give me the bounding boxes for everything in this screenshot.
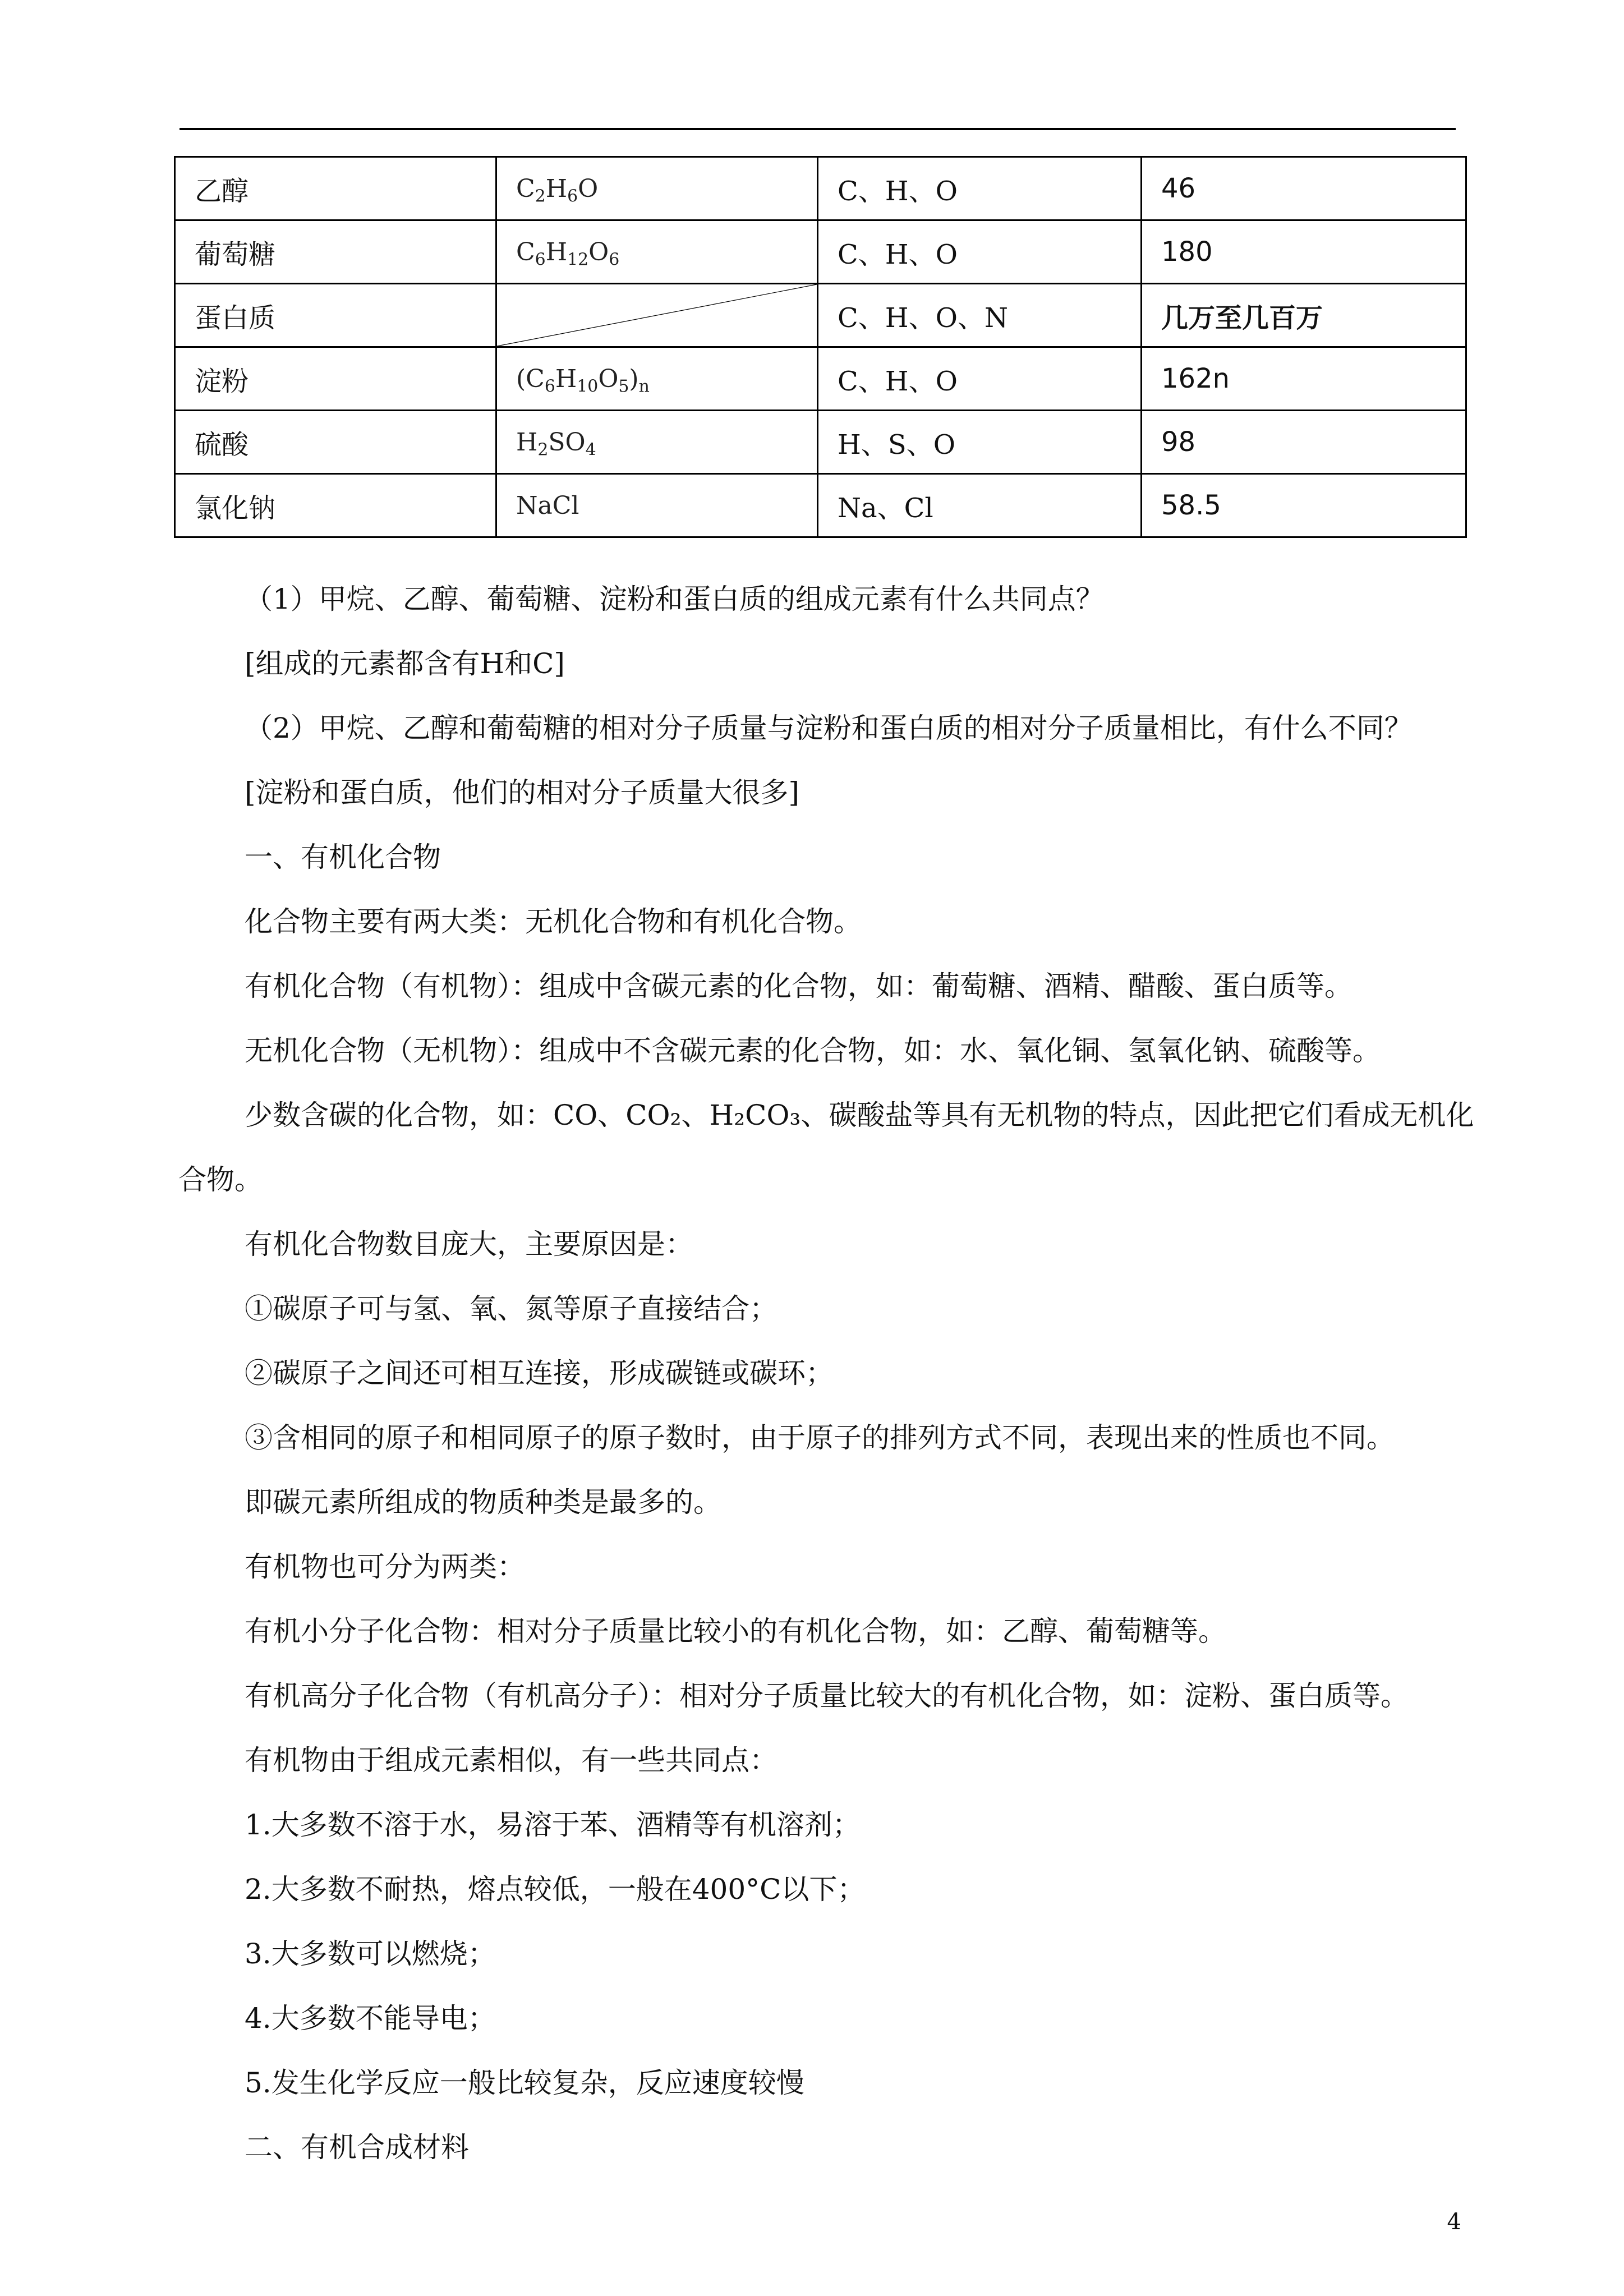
text-line-p9: 即碳元素所组成的物质种类是最多的。 — [245, 1486, 721, 1519]
composition-elements: C、H、O — [818, 220, 1142, 284]
chemical-formula: $(C_6H_{10}O_5)_n$ — [496, 347, 818, 411]
substance-name: 葡萄糖 — [175, 220, 496, 284]
diagonal-blank-cell — [496, 284, 818, 347]
relative-molecular-mass: 46 — [1142, 157, 1466, 220]
table-row — [175, 157, 1466, 220]
composition-elements: C、H、O — [818, 157, 1142, 220]
text-line-h1: 一、有机化合物 — [245, 841, 441, 873]
text-line-q1: （1）甲烷、乙醇、葡萄糖、淀粉和蛋白质的组成元素有什么共同点？ — [245, 583, 1104, 615]
text-line-p13: 有机物由于组成元素相似，有一些共同点： — [245, 1744, 778, 1777]
table-row — [175, 347, 1466, 411]
table-row — [175, 284, 1466, 347]
substance-name: 硫酸 — [175, 411, 496, 474]
text-line-p12: 有机高分子化合物（有机高分子）：相对分子质量比较大的有机化合物，如：淀粉、蛋白质等。 — [245, 1680, 1409, 1712]
composition-elements: C、H、O — [818, 347, 1142, 411]
relative-molecular-mass: 几万至几百万 — [1142, 284, 1466, 347]
text-line-p4a: 少数含碳的化合物，如：CO、CO₂、H₂CO₃、碳酸盐等具有无机物的特点，因此把它们看成无机化 — [245, 1099, 1474, 1131]
substance-name: 乙醇 — [175, 157, 496, 220]
text-line-p2: 有机化合物（有机物）：组成中含碳元素的化合物，如：葡萄糖、酒精、醋酸、蛋白质等。 — [245, 970, 1352, 1002]
chemical-formula: NaCl — [496, 474, 818, 537]
text-line-p7: ②碳原子之间还可相互连接，形成碳链或碳环； — [245, 1357, 834, 1389]
substance-name: 氯化钠 — [175, 474, 496, 537]
relative-molecular-mass: 162n — [1142, 347, 1466, 411]
text-line-l1: 1.大多数不溶于水，易溶于苯、酒精等有机溶剂； — [245, 1809, 861, 1841]
text-line-p5: 有机化合物数目庞大，主要原因是： — [245, 1228, 693, 1260]
text-line-q2: （2）甲烷、乙醇和葡萄糖的相对分子质量与淀粉和蛋白质的相对分子质量相比，有什么不同？ — [245, 712, 1413, 744]
text-line-p10: 有机物也可分为两类： — [245, 1550, 525, 1583]
page-number: 4 — [1447, 2209, 1461, 2235]
chemical-formula: $C_6H_{12}O_6$ — [496, 220, 818, 284]
table-row — [175, 411, 1466, 474]
text-line-p8: ③含相同的原子和相同原子的原子数时，由于原子的排列方式不同，表现出来的性质也不同。 — [245, 1421, 1395, 1454]
text-line-l5: 5.发生化学反应一般比较复杂，反应速度较慢 — [245, 2067, 804, 2099]
text-line-a1: [组成的元素都含有H和C] — [245, 647, 565, 680]
text-line-p11: 有机小分子化合物：相对分子质量比较小的有机化合物，如：乙醇、葡萄糖等。 — [245, 1615, 1226, 1648]
text-line-h2: 二、有机合成材料 — [245, 2131, 469, 2164]
text-line-p1: 化合物主要有两大类：无机化合物和有机化合物。 — [245, 905, 862, 938]
chemical-formula: $H_2SO_4$ — [496, 411, 818, 474]
relative-molecular-mass: 180 — [1142, 220, 1466, 284]
text-line-l4: 4.大多数不能导电； — [245, 2002, 496, 2035]
text-line-p6: ①碳原子可与氢、氧、氮等原子直接结合； — [245, 1292, 778, 1325]
substance-name: 蛋白质 — [175, 284, 496, 347]
composition-elements: Na、Cl — [818, 474, 1142, 537]
text-line-l3: 3.大多数可以燃烧； — [245, 1938, 496, 1970]
table-row — [175, 220, 1466, 284]
composition-table — [174, 156, 1467, 538]
text-line-l2: 2.大多数不耐热，熔点较低，一般在400°C以下； — [245, 1873, 866, 1906]
substance-name: 淀粉 — [175, 347, 496, 411]
relative-molecular-mass: 58.5 — [1142, 474, 1466, 537]
table-row — [175, 474, 1466, 537]
relative-molecular-mass: 98 — [1142, 411, 1466, 474]
header-rule — [180, 128, 1456, 130]
chemical-formula: $C_2H_6O$ — [496, 157, 818, 220]
text-line-a2: [淀粉和蛋白质，他们的相对分子质量大很多] — [245, 776, 800, 809]
composition-elements: C、H、O、N — [818, 284, 1142, 347]
text-line-p4b: 合物。 — [178, 1163, 263, 1196]
composition-elements: H、S、O — [818, 411, 1142, 474]
text-line-p3: 无机化合物（无机物）：组成中不含碳元素的化合物，如：水、氧化铜、氢氧化钠、硫酸等。 — [245, 1034, 1381, 1067]
